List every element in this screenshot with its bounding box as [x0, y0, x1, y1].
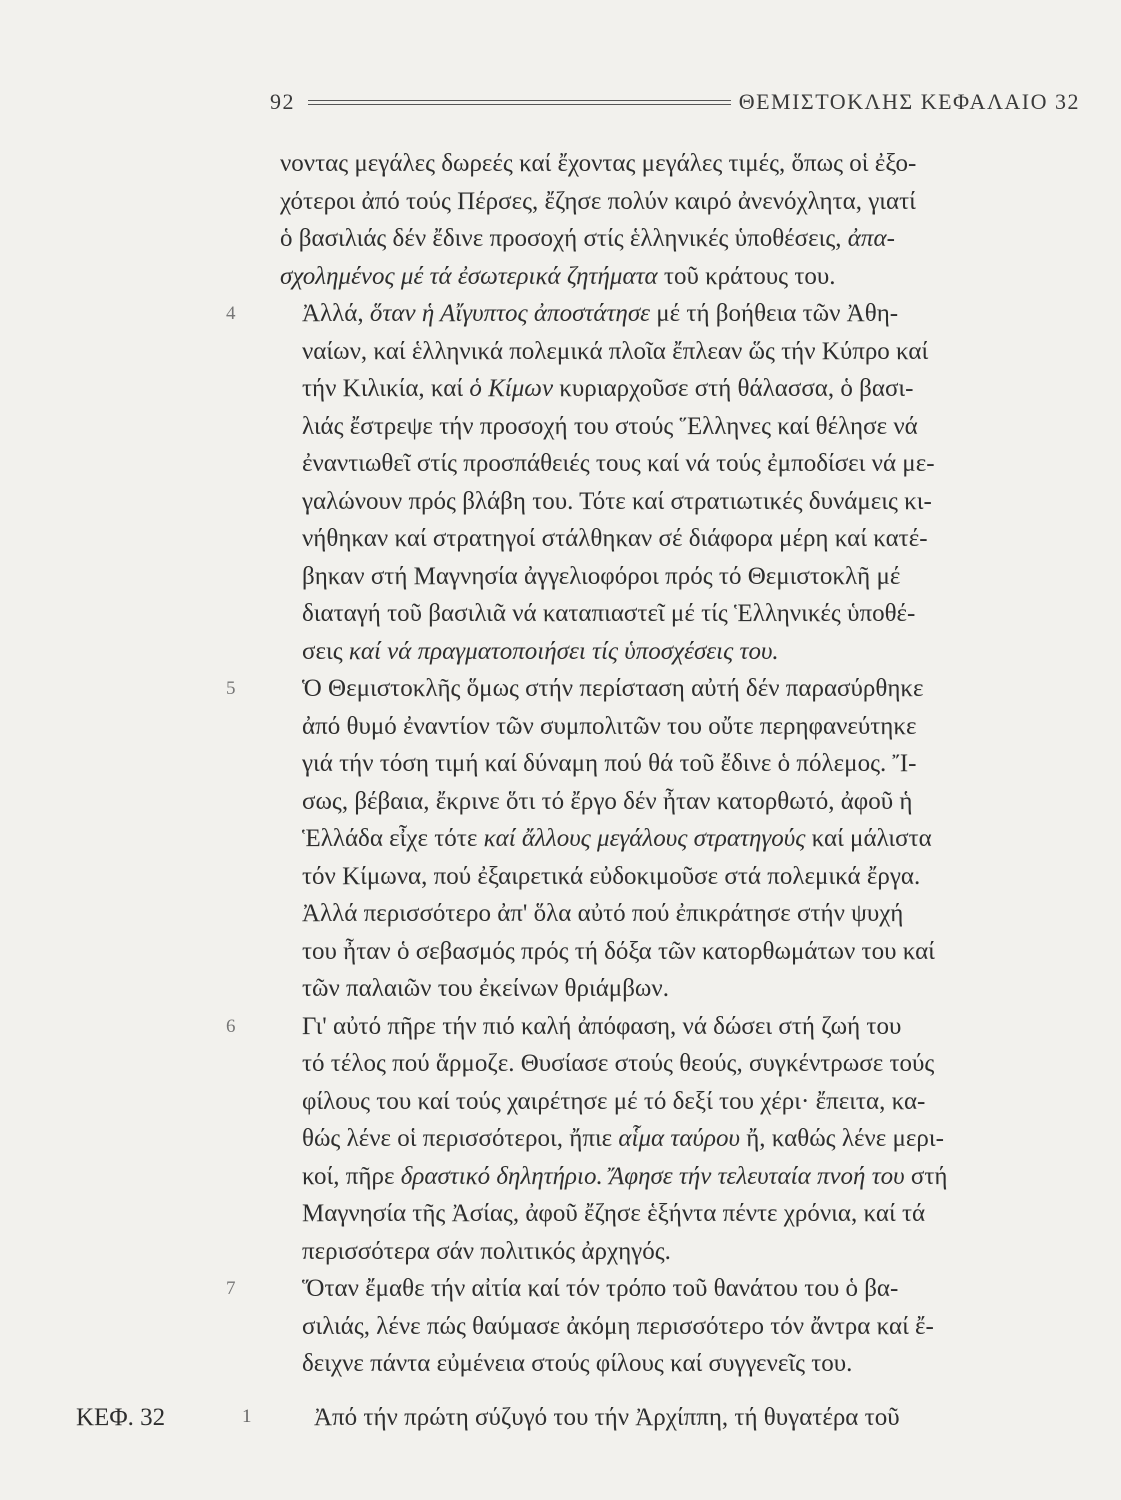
- paragraph-number: 5: [226, 678, 236, 699]
- text-line: [280, 1120, 1090, 1158]
- text-run: μέ τή βοήθεια τῶν Ἀθη-: [650, 300, 899, 327]
- text-run: Ὁ Θεμιστοκλῆς ὅμως στήν περίσταση αὐτή δέν παρασύρθηκε: [302, 675, 924, 702]
- text-run: του ἦταν ὁ σεβασμός πρός τή δόξα τῶν κατορθωμάτων του καί: [302, 937, 935, 965]
- text-run: ἐναντιωθεῖ στίς προσπάθειές τους καί νά τούς ἐμποδίσει νά με-: [302, 450, 935, 477]
- text-run: στή: [904, 1162, 948, 1190]
- text-line: [280, 333, 1090, 371]
- text-line: [280, 520, 1090, 558]
- text-line: [280, 1195, 1090, 1233]
- text-line: [280, 1233, 1090, 1271]
- italic-text: καί νά πραγματοποιήσει τίς ὑποσχέσεις του.: [348, 637, 779, 665]
- text-run: κοί, πῆρε: [302, 1162, 401, 1190]
- text-line: [280, 633, 1090, 671]
- text-run: τόν Κίμωνα, πού ἐξαιρετικά εὐδοκιμοῦσε στά πολεμικά ἔργα.: [302, 862, 921, 890]
- paragraph-number: 4: [226, 303, 236, 324]
- text-line: [280, 670, 1090, 708]
- text-run: τήν Κιλικία, καί: [302, 375, 470, 402]
- italic-text: ὅταν ἡ Αἴγυπτος ἀποστάτησε: [369, 300, 651, 327]
- paragraph-number: 6: [226, 1015, 236, 1037]
- page-number: 92: [270, 89, 295, 114]
- text-line: [280, 483, 1090, 521]
- text-run: τῶν παλαιῶν του ἐκείνων θριάμβων.: [302, 975, 669, 1002]
- italic-text: αἷμα ταύρου: [618, 1125, 740, 1152]
- text-run: καί μάλιστα: [805, 825, 932, 852]
- text-line: [280, 1083, 1090, 1121]
- paragraph: [226, 1008, 1090, 1271]
- text-run: ἤ, καθώς λένε μερι-: [739, 1125, 944, 1152]
- text-run: βηκαν στή Μαγνησία ἀγγελιοφόροι πρός τό Θεμιστοκλῆ μέ: [302, 562, 901, 590]
- text-run: κυριαρχοῦσε στή θάλασσα, ὁ βασι-: [553, 375, 914, 402]
- text-line: [280, 445, 1090, 483]
- paragraph-number: 1: [242, 1406, 252, 1427]
- text-line: [280, 408, 1090, 446]
- text-run: τό τέλος πού ἅρμοζε. Θυσίασε στούς θεούς, συγκέντρωσε τούς: [302, 1050, 935, 1077]
- text-line: [280, 595, 1090, 633]
- text-line: [280, 145, 1090, 183]
- text-run: χότεροι ἀπό τούς Πέρσες, ἔζησε πολύν καιρό ἀνενόχλητα, γιατί: [280, 187, 916, 215]
- text-run: νήθηκαν καί στρατηγοί στάλθηκαν σέ διάφορα μέρη καί κατέ-: [302, 525, 928, 552]
- next-chapter-start: [76, 1404, 1091, 1444]
- text-run: θώς λένε οἱ περισσότεροι, ἤπιε: [302, 1125, 619, 1152]
- text-run: ναίων, καί ἑλληνικά πολεμικά πλοῖα ἔπλεαν ὥς τήν Κύπρο καί: [302, 337, 929, 365]
- text-line: [280, 258, 1090, 296]
- text-run: Γι' αὐτό πῆρε τήν πιό καλή ἀπόφαση, νά δώσει στή ζωή του: [302, 1012, 902, 1040]
- text-line: [280, 1045, 1090, 1083]
- text-line: [280, 1270, 1090, 1308]
- italic-text: ἀπα-: [847, 225, 895, 252]
- text-line: [280, 970, 1090, 1008]
- text-run: σεις: [302, 637, 349, 665]
- text-line: [280, 895, 1090, 933]
- paragraph-number: 7: [226, 1278, 236, 1299]
- text-line: [280, 933, 1090, 971]
- text-line: [280, 858, 1090, 896]
- text-run: τοῦ κράτους του.: [657, 262, 836, 290]
- text-line: [280, 783, 1090, 821]
- italic-text: σχολημένος μέ τά ἐσωτερικά ζητήματα: [280, 262, 658, 290]
- paragraph: [226, 670, 1090, 1008]
- text-run: λιάς ἔστρεψε τήν προσοχή του στούς Ἕλληνες καί θέλησε νά: [302, 412, 918, 440]
- text-run: δειχνε πάντα εὐμένεια στούς φίλους καί συγγενεῖς του.: [302, 1350, 853, 1377]
- text-run: διαταγή τοῦ βασιλιᾶ νά καταπιαστεῖ μέ τίς Ἑλληνικές ὑποθέ-: [302, 600, 916, 627]
- text-line: [280, 1345, 1090, 1383]
- text-run: σιλιάς, λένε πώς θαύμασε ἀκόμη περισσότερο τόν ἄντρα καί ἔ-: [302, 1312, 934, 1340]
- text-run: Μαγνησία τῆς Ἀσίας, ἀφοῦ ἔζησε ἑξήντα πέντε χρόνια, καί τά: [302, 1200, 926, 1227]
- text-line: [280, 1008, 1090, 1046]
- running-header: [270, 84, 1080, 120]
- text-run: γιά τήν τόση τιμή καί δύναμη πού θά τοῦ ἔδινε ὁ πόλεμος. Ἴ-: [302, 750, 917, 777]
- text-line: [280, 1308, 1090, 1346]
- italic-text: ὁ Κίμων: [469, 375, 554, 402]
- running-title: ΘΕΜΙΣΤΟΚΛΗΣ ΚΕΦΑΛΑΙΟ 32: [738, 89, 1080, 114]
- text-line: [280, 558, 1090, 596]
- text-line: [280, 220, 1090, 258]
- text-line: [280, 295, 1090, 333]
- paragraph: [226, 295, 1090, 670]
- text-run: Ἀλλά,: [302, 300, 370, 327]
- text-run: ἀπό θυμό ἐναντίον τῶν συμπολιτῶν του οὔτε περηφανεύτηκε: [302, 712, 917, 740]
- text-run: περισσότερα σάν πολιτικός ἀρχηγός.: [302, 1237, 671, 1265]
- text-line: [280, 745, 1090, 783]
- text-run: Ἀλλά περισσότερο ἀπ' ὅλα αὐτό πού ἐπικράτησε στήν ψυχή: [302, 900, 904, 927]
- text-run: Ἑλλάδα εἶχε τότε: [302, 825, 484, 852]
- header-rule: [308, 100, 731, 105]
- paragraph: [226, 1270, 1090, 1383]
- text-line: [280, 1158, 1090, 1196]
- text-line: [280, 708, 1090, 746]
- text-run: γαλώνουν πρός βλάβη του. Τότε καί στρατιωτικές δυνάμεις κι-: [302, 487, 932, 515]
- italic-text: δραστικό δηλητήριο. Ἄφησε τήν τελευταία πνοή του: [400, 1162, 905, 1190]
- chapter-opening-line: Ἀπό τήν πρώτη σύζυγό του τήν Ἀρχίππη, τή θυγατέρα τοῦ: [314, 1404, 900, 1431]
- chapter-label: ΚΕΦ. 32: [76, 1404, 166, 1431]
- text-body: [226, 145, 1090, 1383]
- text-line: [280, 370, 1090, 408]
- italic-text: καί ἄλλους μεγάλους στρατηγούς: [483, 825, 806, 852]
- text-run: νοντας μεγάλες δωρεές καί ἔχοντας μεγάλες τιμές, ὅπως οἱ ἐξο-: [280, 150, 917, 177]
- text-run: φίλους του καί τούς χαιρέτησε μέ τό δεξί του χέρι· ἔπειτα, κα-: [302, 1087, 926, 1115]
- text-line: [280, 820, 1090, 858]
- paragraph: [280, 145, 1090, 295]
- text-line: [280, 183, 1090, 221]
- text-run: Ὅταν ἔμαθε τήν αἰτία καί τόν τρόπο τοῦ θανάτου του ὁ βα-: [302, 1275, 899, 1302]
- text-run: ὁ βασιλιάς δέν ἔδινε προσοχή στίς ἑλληνικές ὑποθέσεις,: [280, 225, 848, 252]
- text-run: σως, βέβαια, ἔκρινε ὅτι τό ἔργο δέν ἦταν κατορθωτό, ἀφοῦ ἡ: [302, 787, 913, 815]
